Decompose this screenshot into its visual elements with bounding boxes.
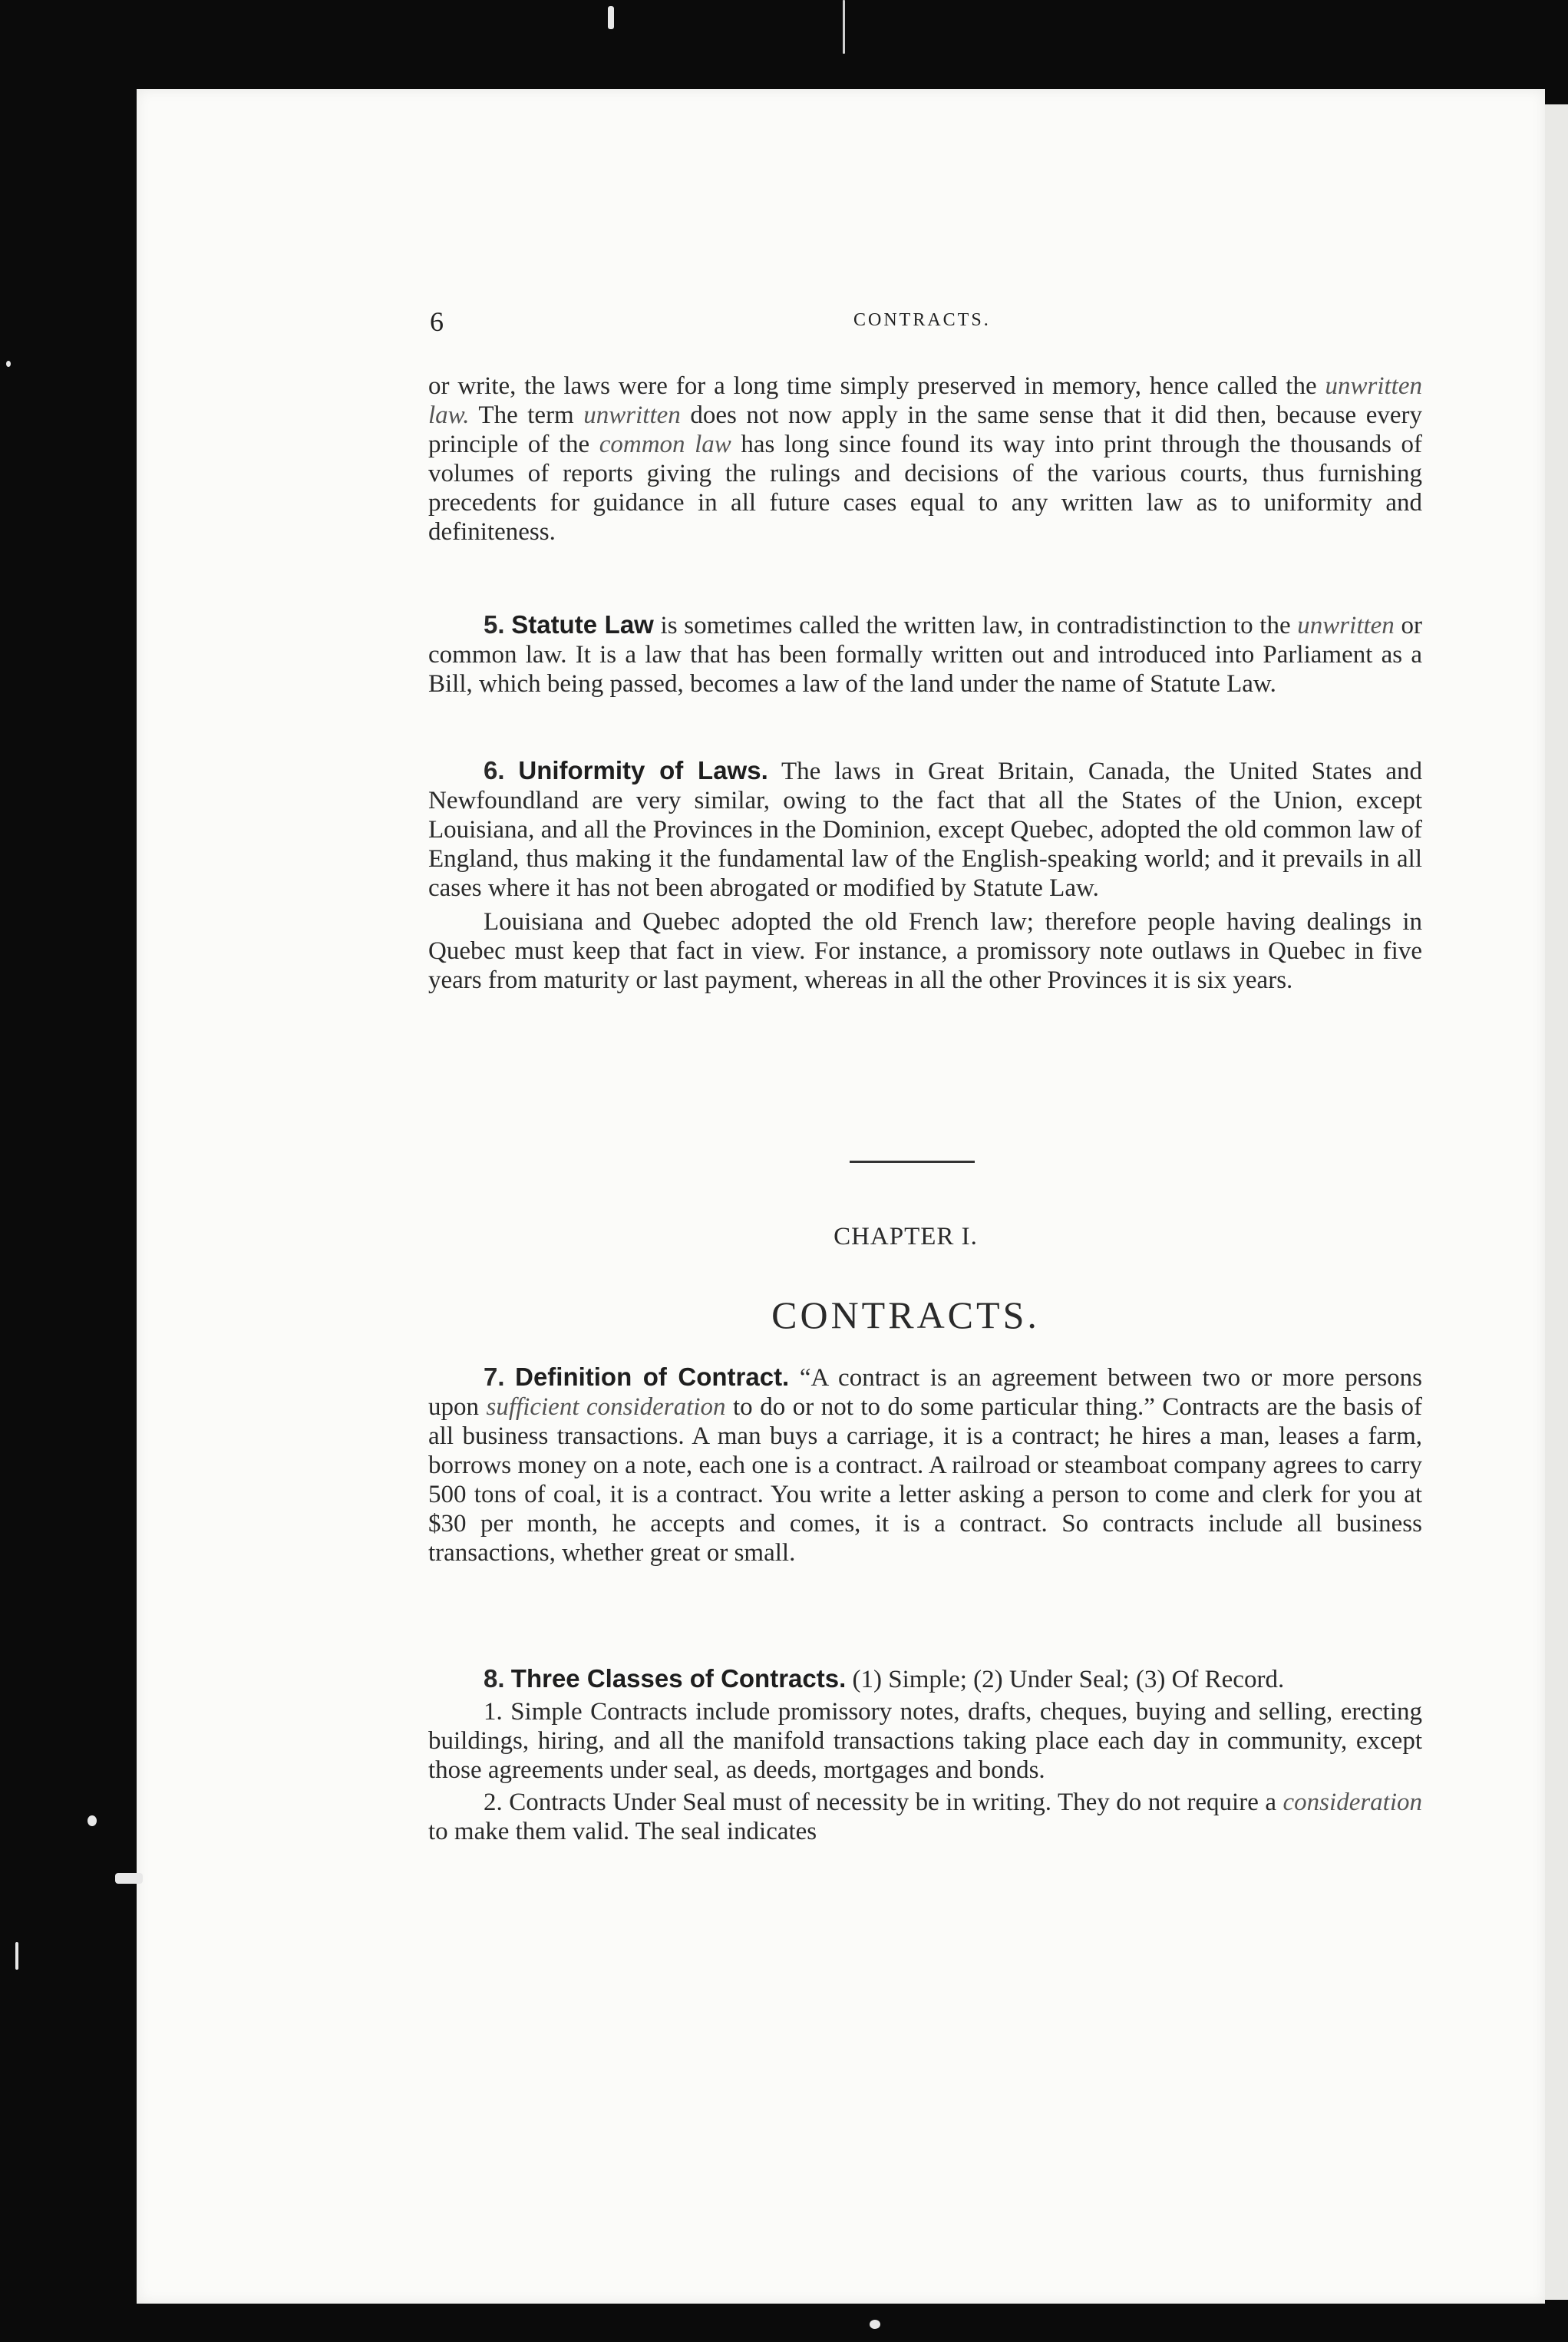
section-6 xyxy=(428,756,1422,995)
page-number: 6 xyxy=(430,306,444,337)
scan-mark xyxy=(843,0,845,54)
section-text: or common law. It is a law that has been formally written out and introduced into Parliament as a Bill, which being passed, becomes a law of the land under the name of Statute Law. xyxy=(428,612,1422,698)
page-edge xyxy=(1545,104,1568,2300)
continued-paragraph xyxy=(428,372,1422,547)
section-number: 5. xyxy=(484,610,505,639)
running-head: CONTRACTS. xyxy=(853,310,991,330)
list-item: 1. Simple Contracts include promissory notes, drafts, cheques, buying and selling, erecting buildings, hiring, and all the manifold transactions taking place each day in community, except those agreements under seal, as deeds, mortgages and bonds. xyxy=(428,1698,1422,1784)
section-5 xyxy=(428,610,1422,699)
section-title: Statute Law xyxy=(511,610,654,639)
section-title: Uniformity of Laws. xyxy=(518,756,768,785)
scan-mark xyxy=(87,1815,97,1826)
para-text: The term xyxy=(478,401,574,429)
section-title: Definition of Contract. xyxy=(515,1363,790,1391)
scan-mark xyxy=(870,2320,880,2329)
scan-mark xyxy=(15,1942,18,1970)
list-item: to make them valid. The seal indicates xyxy=(428,1818,817,1845)
scan-mark xyxy=(608,6,614,29)
section-8 xyxy=(428,1664,1422,1846)
section-italic: sufficient consideration xyxy=(486,1393,726,1421)
para-italic: common law xyxy=(599,431,731,458)
para-italic: unwritten xyxy=(583,401,681,429)
section-text: “A contract is an agreement between two or more persons upon xyxy=(428,1364,1423,1421)
section-text: is sometimes called the written law, in contradistinction to the xyxy=(660,612,1291,639)
section-7 xyxy=(428,1363,1422,1567)
section-text: The laws in Great Britain, Canada, the United States and Newfoundland are very similar, owing to the fact that all the States of the Union, except Louisiana, and all the Provinces in the Dominion, except Quebec, adopted the old common law of England, thus making it the fundamental law of the English-speaking world; and it prevails in all cases where it has not been abrogated or modified by Statute Law. xyxy=(428,758,1423,902)
section-title: Three Classes of Contracts. xyxy=(510,1664,847,1693)
para-italic: unwritten law. xyxy=(428,372,1422,429)
page-header xyxy=(430,306,1428,336)
section-number: 7. xyxy=(484,1363,505,1391)
section-text: (1) Simple; (2) Under Seal; (3) Of Record. xyxy=(852,1666,1285,1693)
chapter-number: CHAPTER I. xyxy=(834,1223,978,1250)
section-text: to do or not to do some particular thing.” Contracts are the basis of all business transactions. A man buys a carriage, it is a contract; he hires a man, leases a farm, borrows money on a note, each one is a contract. A railroad or steamboat company agrees to carry 500 tons of coal, it is a contract. You write a letter asking a person to come and clerk for you at $30 per month, he accepts and comes, it is a contract. So contracts include all business transactions, whether great or small. xyxy=(428,1393,1423,1567)
scan-mark xyxy=(115,1873,143,1884)
list-italic: consideration xyxy=(1282,1789,1423,1816)
section-italic: unwritten xyxy=(1297,612,1395,639)
scan-mark xyxy=(6,361,11,367)
section-text: Louisiana and Quebec adopted the old French law; therefore people having dealings in Quebec must keep that fact in view. For instance, a promissory note outlaws in Quebec in five years from maturity or last payment, whereas in all the other Provinces it is six years. xyxy=(428,908,1422,994)
section-number: 8. xyxy=(484,1664,505,1693)
list-item: 2. Contracts Under Seal must of necessity be in writing. They do not require a xyxy=(484,1789,1277,1816)
para-text: has long since found its way into print through the thousands of volumes of reports giving the rulings and decisions of the various courts, thus furnishing precedents for guidance in all future cases equal to any written law as to uniformity and definiteness. xyxy=(428,431,1422,546)
section-divider xyxy=(850,1161,975,1163)
section-number: 6. xyxy=(484,756,505,785)
para-text: or write, the laws were for a long time simply preserved in memory, hence called the xyxy=(428,372,1317,400)
para-text: does not now apply in the same sense that it did then, because every principle of the xyxy=(428,401,1423,458)
chapter-title: CONTRACTS. xyxy=(771,1293,1040,1336)
